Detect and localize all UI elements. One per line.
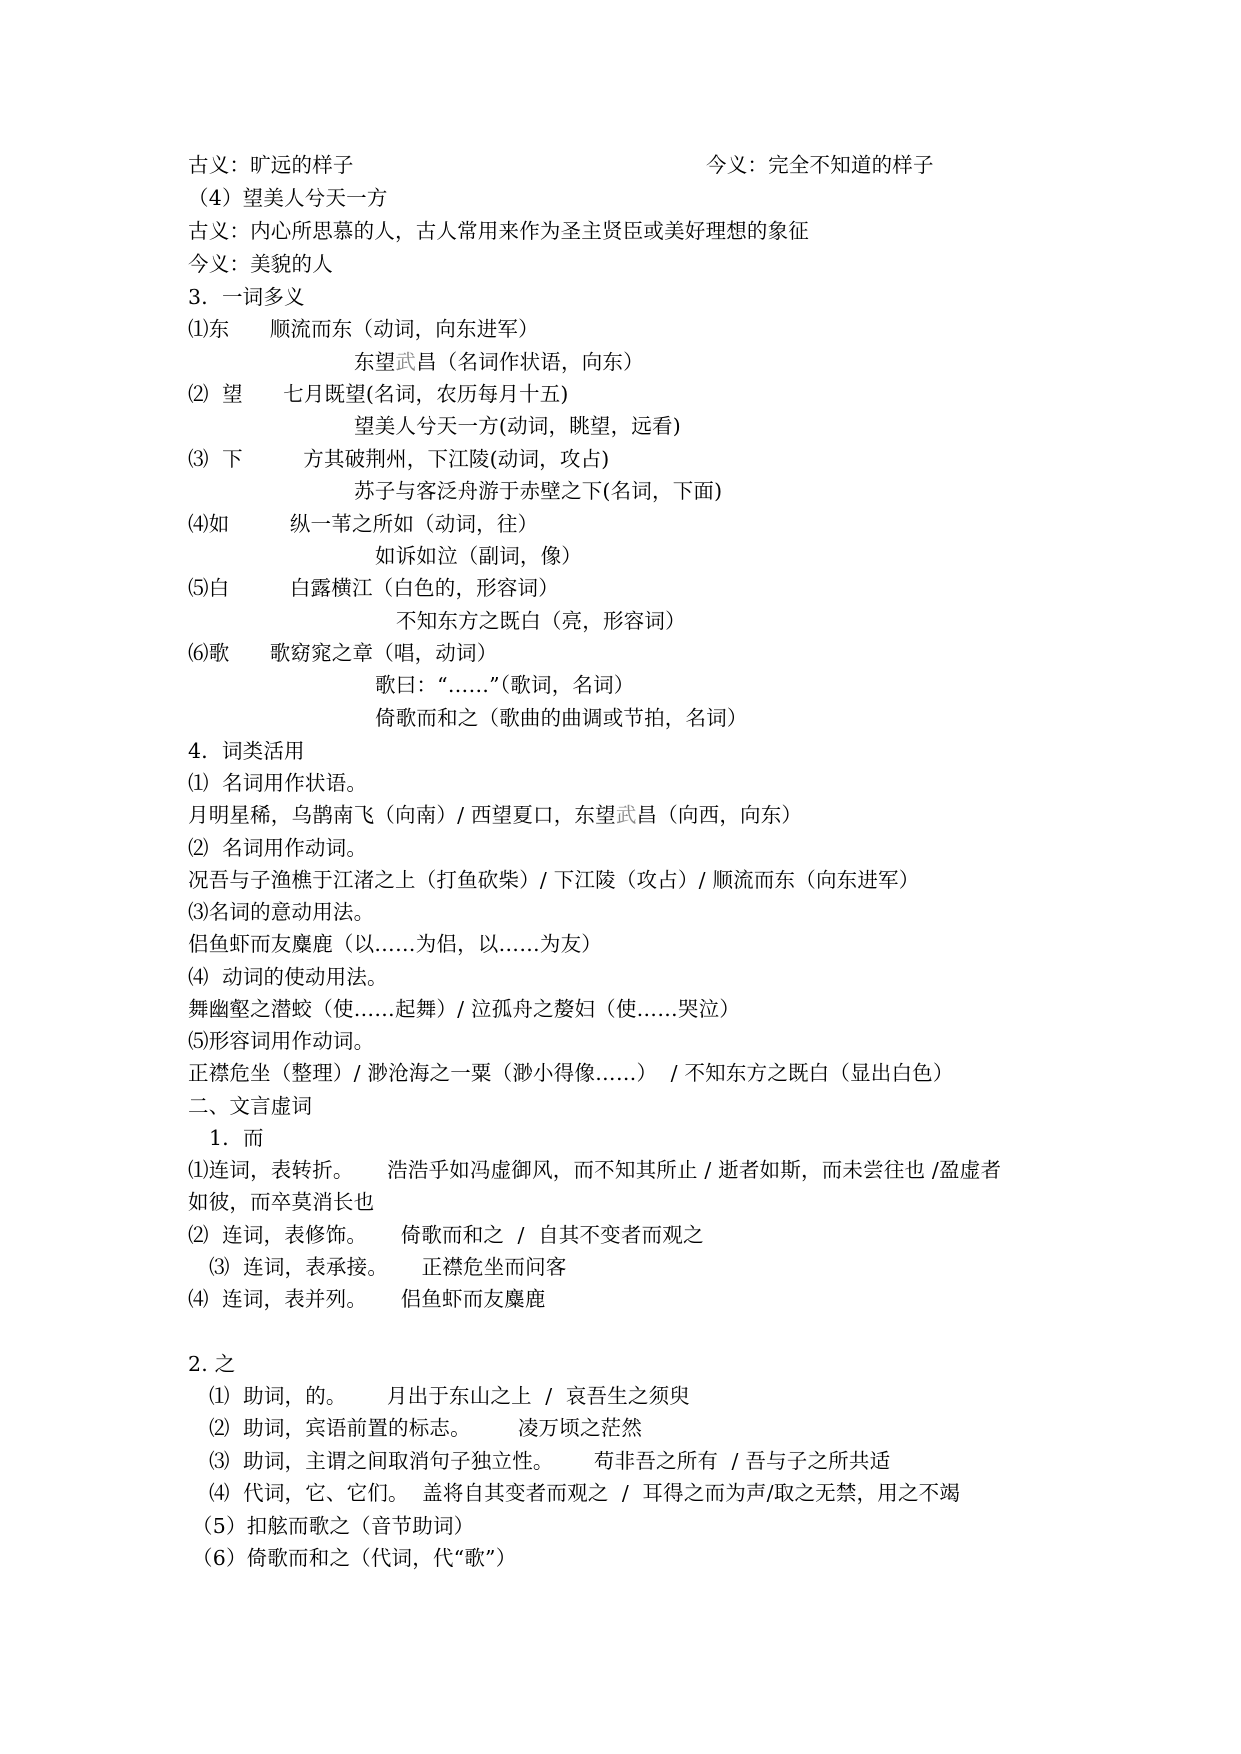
text-line: 古义：内心所思慕的人，古人常用来作为圣主贤臣或美好理想的象征 xyxy=(188,219,809,243)
text-line: ⑵ 助词，宾语前置的标志。 凌万顷之茫然 xyxy=(209,1416,643,1440)
text-line: 古义：旷远的样子 xyxy=(188,153,354,177)
text-line: ⑶ 助词，主谓之间取消句子独立性。 苟非吾之所有 / 吾与子之所共适 xyxy=(209,1449,891,1473)
text-run: 东望 xyxy=(354,350,396,374)
text-line: ⑴ 助词，的。 月出于东山之上 / 哀吾生之须臾 xyxy=(209,1384,691,1408)
subsection-heading: 2. 之 xyxy=(188,1352,236,1376)
text-line: 歌曰：“……”（歌词，名词） xyxy=(375,673,635,697)
text-line: ⑵ 连词，表修饰。 倚歌而和之 / 自其不变者而观之 xyxy=(188,1223,704,1247)
text-line: 如彼，而卒莫消长也 xyxy=(188,1190,375,1214)
subsection-heading: 1．而 xyxy=(209,1126,264,1150)
text-line: ⑸白 白露横江（白色的，形容词） xyxy=(188,576,559,600)
text-line: （6）倚歌而和之（代词，代“歌”） xyxy=(192,1546,517,1570)
text-run: 月明星稀，乌鹊南飞（向南）/ 西望夏口，东望 xyxy=(188,803,616,827)
text-line: ⑶ 连词，表承接。 正襟危坐而问客 xyxy=(209,1255,567,1279)
text-line: ⑷如 纵一苇之所如（动词，往） xyxy=(188,512,539,536)
text-line: ⑴东 顺流而东（动词，向东进军） xyxy=(188,317,539,341)
text-line: 况吾与子渔樵于江渚之上（打鱼砍柴）/ 下江陵（攻占）/ 顺流而东（向东进军） xyxy=(188,868,920,892)
text-line: ⑷ 代词，它、它们。 盖将自其变者而观之 / 耳得之而为声/取之无禁，用之不竭 xyxy=(209,1481,961,1505)
text-run: 昌（名词作状语，向东） xyxy=(416,350,644,374)
text-line: 舞幽壑之潜蛟（使……起舞）/ 泣孤舟之嫠妇（使……哭泣） xyxy=(188,997,741,1021)
text-line: ⑴ 名词用作状语。 xyxy=(188,771,368,795)
text-line: ⑵ 望 七月既望(名词，农历每月十五) xyxy=(188,382,569,406)
text-line: （4）望美人兮天一方 xyxy=(188,186,388,210)
text-line: 侣鱼虾而友麋鹿（以……为侣，以……为友） xyxy=(188,932,602,956)
text-line: ⑵ 名词用作动词。 xyxy=(188,836,368,860)
text-line: ⑶ 下 方其破荆州，下江陵(动词，攻占) xyxy=(188,447,610,471)
section-heading: 二、文言虚词 xyxy=(188,1094,313,1118)
text-run: 昌（向西，向东） xyxy=(636,803,803,827)
watermark-char: 武 xyxy=(395,350,417,374)
section-heading: 4．词类活用 xyxy=(188,739,305,763)
text-line: 望美人兮天一方(动词，眺望，远看) xyxy=(354,414,681,438)
section-heading: 3．一词多义 xyxy=(188,285,305,309)
text-line: 今义：美貌的人 xyxy=(188,252,333,276)
watermark-char: 武 xyxy=(615,803,637,827)
text-line xyxy=(188,801,802,829)
text-line xyxy=(354,348,644,376)
text-line: 倚歌而和之（歌曲的曲调或节拍，名词） xyxy=(375,706,748,730)
text-line: 正襟危坐（整理）/ 渺沧海之一粟（渺小得像……） / 不知东方之既白（显出白色） xyxy=(188,1061,954,1085)
text-line: ⑴连词，表转折。 浩浩乎如冯虚御风，而不知其所止 / 逝者如斯，而未尝往也 /盈虚者 xyxy=(188,1158,1002,1182)
text-line: ⑸形容词用作动词。 xyxy=(188,1029,375,1053)
text-line: 今义：完全不知道的样子 xyxy=(706,153,934,177)
text-line: ⑷ 连词，表并列。 侣鱼虾而友麋鹿 xyxy=(188,1287,546,1311)
text-line: 苏子与客泛舟游于赤壁之下(名词，下面) xyxy=(354,479,723,503)
text-line: 不知东方之既白（亮，形容词） xyxy=(396,609,686,633)
text-line: ⑹歌 歌窈窕之章（唱，动词） xyxy=(188,641,498,665)
text-line: ⑷ 动词的使动用法。 xyxy=(188,965,388,989)
text-line: 如诉如泣（副词，像） xyxy=(375,544,582,568)
text-line: （5）扣舷而歌之（音节助词） xyxy=(192,1514,475,1538)
text-line: ⑶名词的意动用法。 xyxy=(188,900,375,924)
